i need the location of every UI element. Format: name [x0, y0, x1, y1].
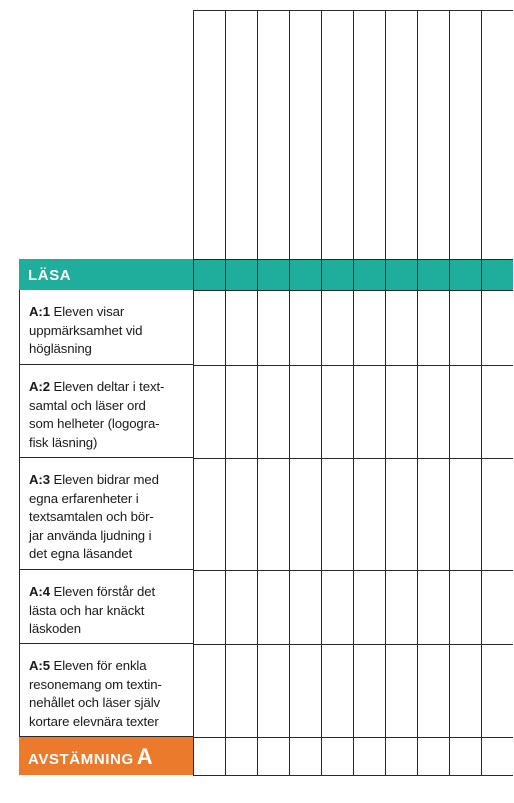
criterion-line: textsamtalen och bör-: [29, 509, 154, 525]
assessment-grid: [193, 10, 514, 775]
criterion-line: Eleven bidrar med: [53, 472, 159, 487]
grid-row-line: [193, 775, 513, 776]
grid-column-line: [481, 10, 482, 775]
criterion-text: [29, 378, 187, 452]
criterion-code: A:5: [29, 658, 50, 673]
criterion-line: samtal och läser ord: [29, 397, 146, 413]
grid-column-line: [193, 10, 194, 775]
grid-column-line: [225, 10, 226, 775]
grid-row-line: [193, 10, 513, 11]
criterion-row-a1: [19, 290, 193, 365]
grid-row-line: [193, 570, 513, 571]
grid-row-line: [193, 365, 513, 366]
criterion-line: lästa och har knäckt: [29, 602, 145, 618]
criterion-row-a5: [19, 644, 193, 737]
section-header-lasa: [19, 259, 193, 290]
footer-label: [28, 744, 153, 770]
criterion-line: Eleven förstår det: [53, 584, 156, 599]
criterion-line: fisk läsning): [29, 434, 98, 450]
grid-column-line: [353, 10, 354, 775]
criterion-row-a2: [19, 365, 193, 458]
criterion-text: [29, 303, 187, 359]
criterion-line: högläsning: [29, 341, 92, 357]
criterion-line: som helheter (logogra-: [29, 416, 160, 432]
footer-avstamning: [19, 737, 193, 775]
criterion-line: nehållet och läser själv: [29, 695, 161, 711]
grid-column-line: [449, 10, 450, 775]
grid-column-line: [289, 10, 290, 775]
grid-column-line: [257, 10, 258, 775]
footer-letter: A: [136, 744, 154, 769]
grid-column-line: [417, 10, 418, 775]
grid-column-line: [385, 10, 386, 775]
criterion-code: A:1: [29, 304, 50, 319]
criterion-text: [29, 583, 187, 639]
criterion-code: A:2: [29, 379, 50, 394]
criterion-row-a3: [19, 458, 193, 570]
criterion-line: jar använda ljudning i: [29, 527, 152, 543]
criterion-line: uppmärksamhet vid: [29, 322, 143, 338]
grid-row-line: [193, 644, 513, 645]
grid-column-line: [321, 10, 322, 775]
grid-row-line: [193, 737, 513, 738]
criterion-line: resonemang om textin-: [29, 676, 162, 692]
footer-label-text: AVSTÄMNING: [28, 751, 134, 768]
section-title: LÄSA: [28, 267, 72, 284]
criterion-text: [29, 471, 187, 564]
criterion-line: egna erfarenheter i: [29, 490, 139, 506]
criterion-code: A:3: [29, 472, 50, 487]
grid-row-line: [193, 290, 513, 291]
criterion-line: Eleven för enkla: [53, 658, 147, 673]
criterion-text: [29, 657, 187, 731]
criterion-line: Eleven deltar i text-: [53, 379, 165, 394]
criterion-line: kortare elevnära texter: [29, 713, 159, 729]
grid-row-line: [193, 458, 513, 459]
criterion-line: läskoden: [29, 621, 81, 637]
criterion-code: A:4: [29, 584, 50, 599]
criterion-line: Eleven visar: [53, 304, 125, 319]
criterion-line: det egna läsandet: [29, 546, 133, 562]
criterion-row-a4: [19, 570, 193, 644]
grid-row-line: [193, 259, 513, 260]
